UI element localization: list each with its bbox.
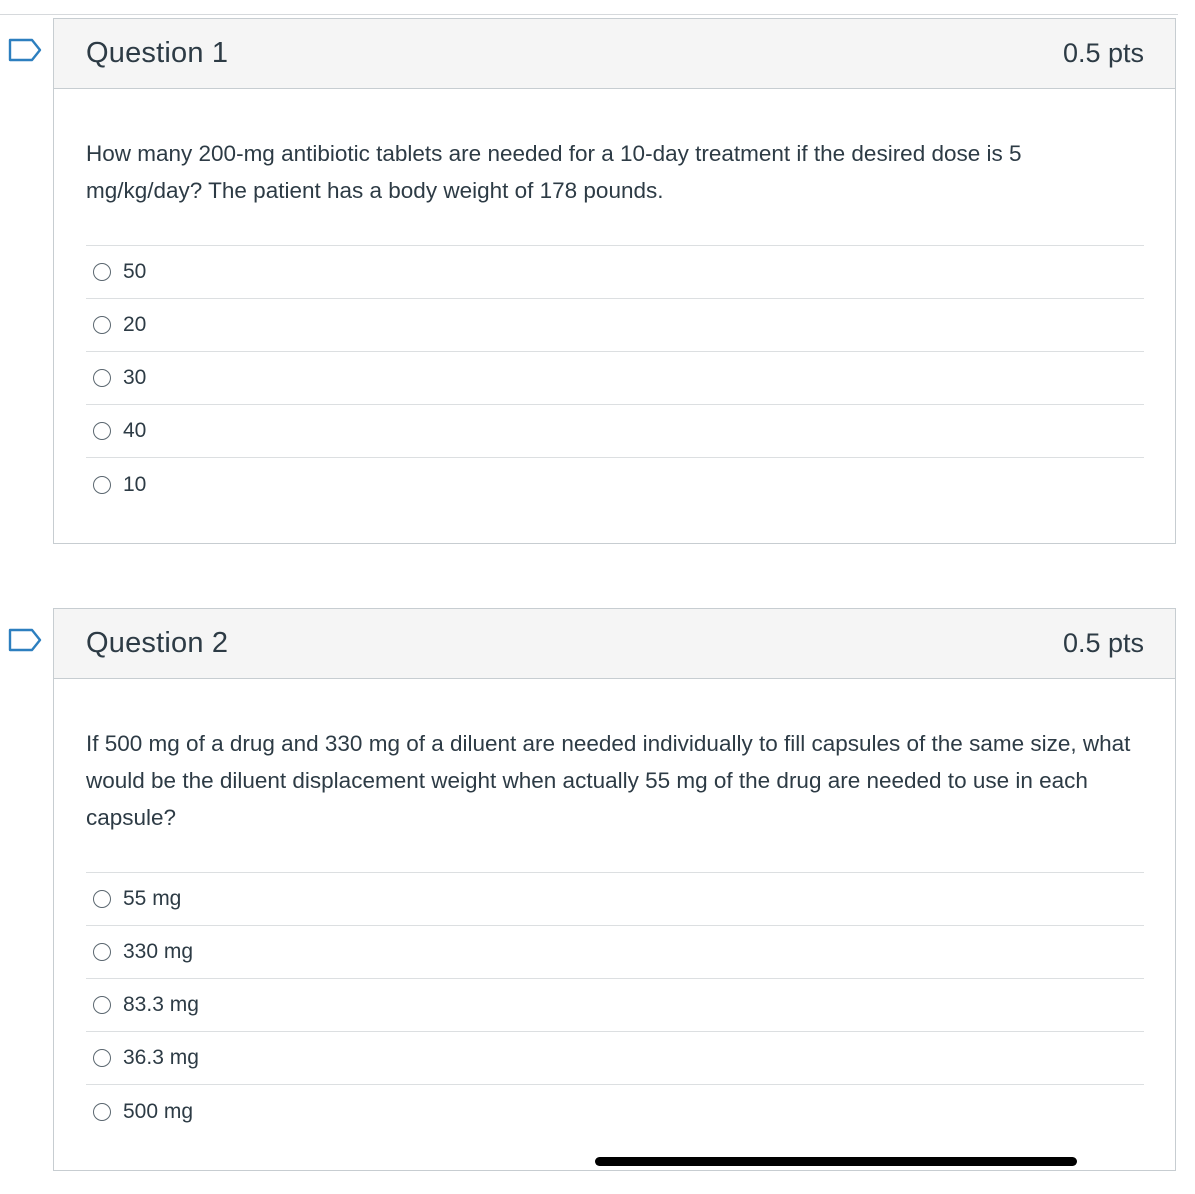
answer-option[interactable] xyxy=(86,405,1144,458)
answer-label: 30 xyxy=(123,366,147,389)
answer-label: 36.3 mg xyxy=(123,1046,199,1069)
question-card-2 xyxy=(53,608,1176,1171)
answer-label: 40 xyxy=(123,419,147,442)
answer-label: 500 mg xyxy=(123,1099,194,1123)
radio-button-icon[interactable] xyxy=(93,1103,111,1121)
radio-button-icon[interactable] xyxy=(93,890,111,908)
question-body xyxy=(54,679,1175,1138)
question-text: If 500 mg of a drug and 330 mg of a diluent are needed individually to fill capsules of the same size, what would be the diluent displacement weight when actually 55 mg of the drug are needed to use in each capsule? xyxy=(86,731,1131,830)
answer-label: 83.3 mg xyxy=(123,993,199,1016)
question-card-1 xyxy=(53,18,1176,544)
home-indicator-bar[interactable] xyxy=(595,1157,1077,1166)
answer-option[interactable] xyxy=(86,926,1144,979)
radio-button-icon[interactable] xyxy=(93,943,111,961)
radio-button-icon[interactable] xyxy=(93,369,111,387)
radio-button-icon[interactable] xyxy=(93,422,111,440)
question-points: 0.5 pts xyxy=(1062,628,1144,658)
answer-label: 20 xyxy=(123,313,147,336)
answer-option[interactable] xyxy=(86,458,1144,511)
question-title: Question 2 xyxy=(86,627,229,659)
answer-list xyxy=(86,245,1144,511)
question-header xyxy=(54,19,1175,89)
flag-question-icon[interactable] xyxy=(8,628,42,652)
radio-button-icon[interactable] xyxy=(93,476,111,494)
answer-label: 55 mg xyxy=(123,887,182,910)
question-body xyxy=(54,89,1175,511)
answer-list xyxy=(86,872,1144,1138)
top-divider xyxy=(0,14,1178,15)
answer-label: 330 mg xyxy=(123,940,194,963)
answer-option[interactable] xyxy=(86,246,1144,299)
answer-option[interactable] xyxy=(86,299,1144,352)
answer-option[interactable] xyxy=(86,1085,1144,1138)
answer-option[interactable] xyxy=(86,352,1144,405)
answer-label: 10 xyxy=(123,472,147,496)
radio-button-icon[interactable] xyxy=(93,996,111,1014)
question-title: Question 1 xyxy=(86,37,229,69)
radio-button-icon[interactable] xyxy=(93,1049,111,1067)
question-text: How many 200-mg antibiotic tablets are needed for a 10-day treatment if the desired dose is 5 mg/kg/day? The patient has a body weight of 178 pounds. xyxy=(86,141,1022,203)
question-header xyxy=(54,609,1175,679)
radio-button-icon[interactable] xyxy=(93,316,111,334)
question-points: 0.5 pts xyxy=(1062,38,1144,68)
radio-button-icon[interactable] xyxy=(93,263,111,281)
flag-question-icon[interactable] xyxy=(8,38,42,62)
answer-option[interactable] xyxy=(86,873,1144,926)
answer-option[interactable] xyxy=(86,1032,1144,1085)
answer-option[interactable] xyxy=(86,979,1144,1032)
answer-label: 50 xyxy=(123,260,147,283)
